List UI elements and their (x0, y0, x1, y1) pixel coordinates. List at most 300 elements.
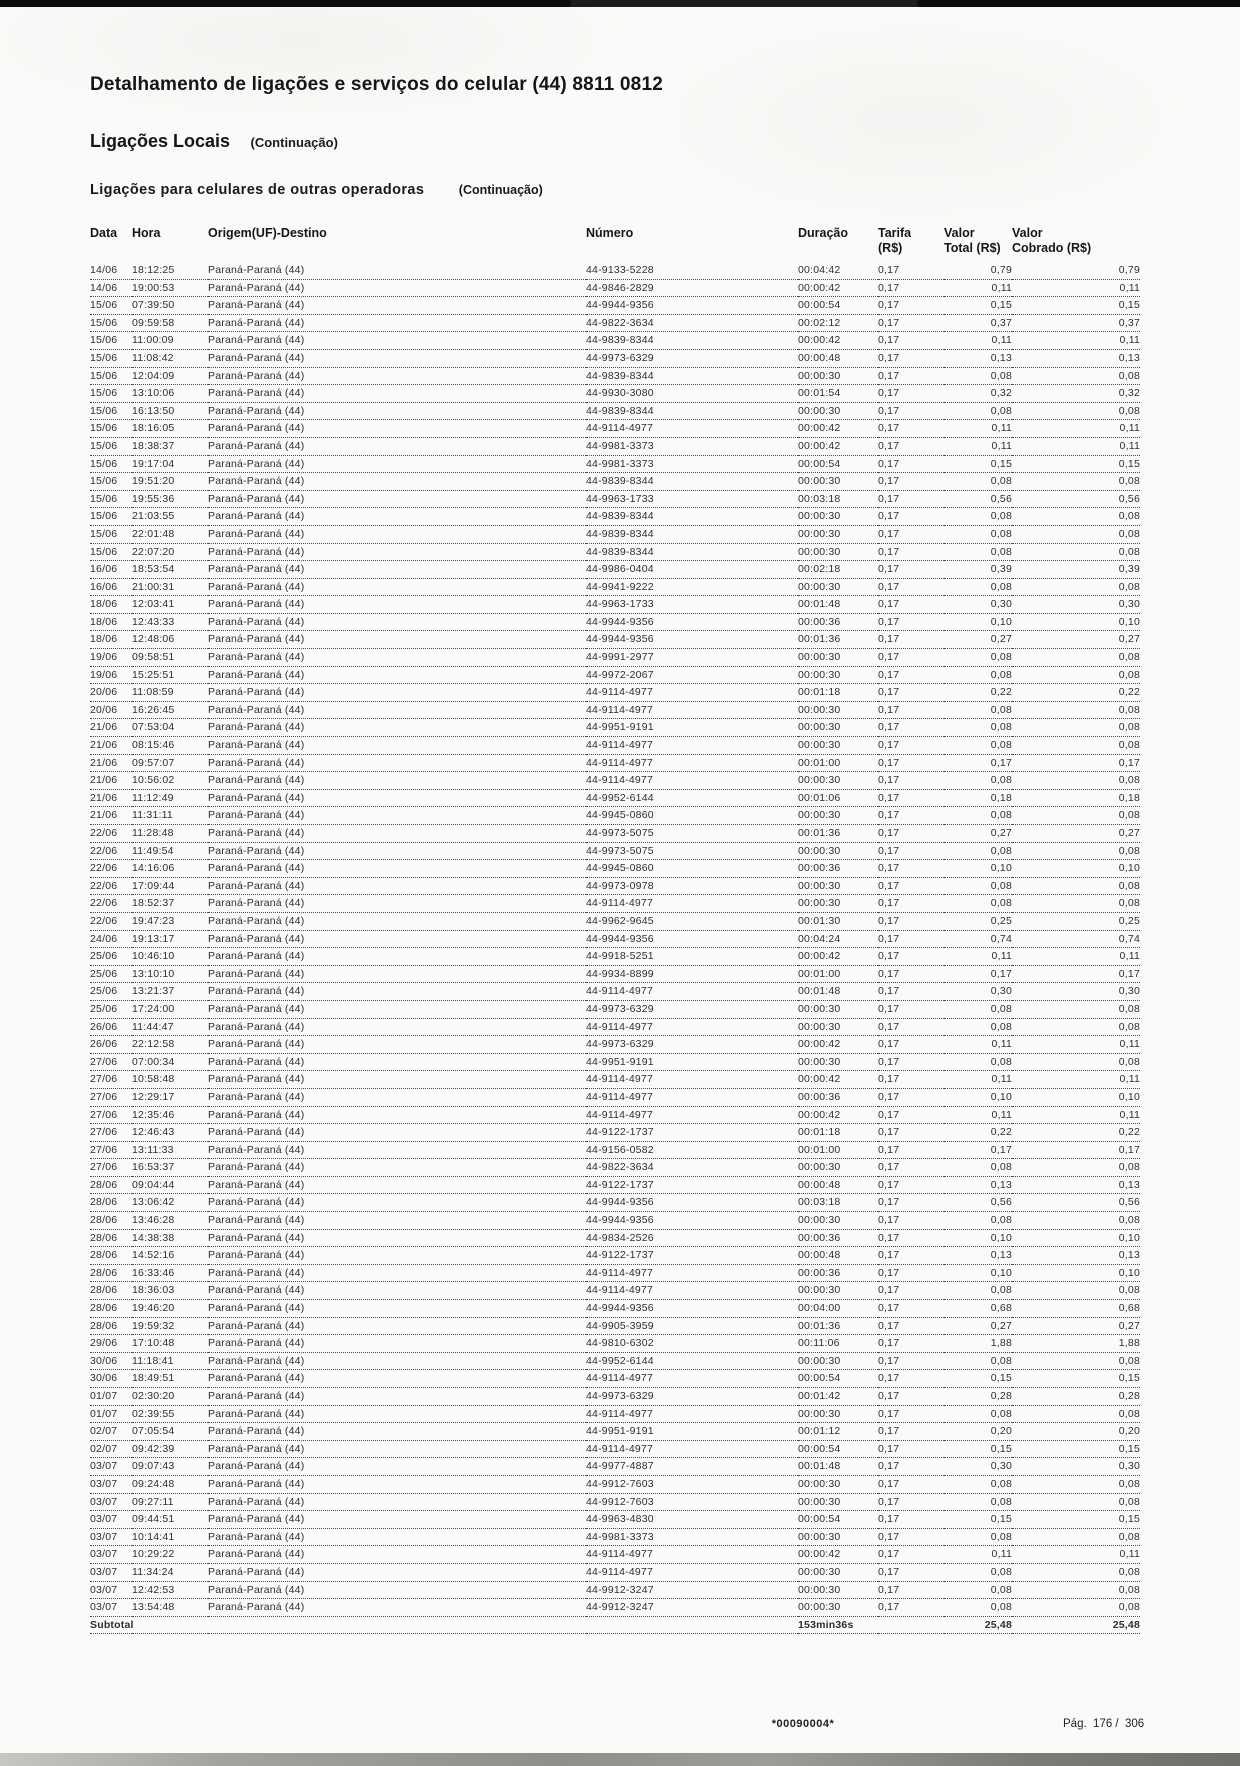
cell-valor-cobrado: 0,08 (1012, 1528, 1140, 1546)
page-indicator: Pág. 176 / 306 (1063, 1718, 1145, 1730)
cell-origem: Paraná-Paraná (44) (208, 367, 586, 385)
table-row (90, 772, 1140, 790)
cell-data: 25/06 (90, 965, 132, 983)
cell-hora: 11:08:42 (132, 349, 208, 367)
cell-numero: 44-9945-0860 (586, 860, 798, 878)
cell-numero: 44-9114-4977 (586, 1088, 798, 1106)
column-header-valor-cobrado: Valor Cobrado (R$) (1012, 226, 1092, 255)
cell-duracao: 00:00:36 (798, 1229, 878, 1247)
cell-numero: 44-9912-3247 (586, 1599, 798, 1617)
cell-hora: 18:53:54 (132, 561, 208, 579)
cell-data: 27/06 (90, 1124, 132, 1142)
cell-origem: Paraná-Paraná (44) (208, 1264, 586, 1282)
cell-valor-total: 0,32 (944, 385, 1012, 403)
cell-tarifa: 0,17 (878, 279, 944, 297)
cell-tarifa: 0,17 (878, 1475, 944, 1493)
cell-hora: 19:00:53 (132, 279, 208, 297)
table-row (90, 754, 1140, 772)
table-row (90, 1229, 1140, 1247)
table-row (90, 385, 1140, 403)
cell-valor-total: 0,08 (944, 402, 1012, 420)
table-row (90, 314, 1140, 332)
cell-duracao: 00:00:30 (798, 543, 878, 561)
cell-data: 20/06 (90, 684, 132, 702)
table-row (90, 1141, 1140, 1159)
cell-data: 03/07 (90, 1458, 132, 1476)
cell-numero: 44-9981-3373 (586, 1528, 798, 1546)
table-row (90, 1352, 1140, 1370)
cell-numero: 44-9973-5075 (586, 825, 798, 843)
cell-valor-total: 0,10 (944, 1264, 1012, 1282)
cell-valor-cobrado: 0,08 (1012, 1212, 1140, 1230)
cell-duracao: 00:00:30 (798, 1212, 878, 1230)
cell-hora: 09:57:07 (132, 754, 208, 772)
cell-valor-total: 0,08 (944, 1018, 1012, 1036)
cell-valor-total: 0,39 (944, 561, 1012, 579)
table-row (90, 649, 1140, 667)
cell-duracao: 00:00:42 (798, 1106, 878, 1124)
table-row (90, 1511, 1140, 1529)
cell-duracao: 00:00:48 (798, 349, 878, 367)
cell-valor-total: 0,08 (944, 772, 1012, 790)
cell-valor-cobrado: 0,11 (1012, 1546, 1140, 1564)
cell-hora: 17:09:44 (132, 877, 208, 895)
cell-numero: 44-9962-9645 (586, 912, 798, 930)
cell-data: 15/06 (90, 297, 132, 315)
cell-duracao: 00:00:30 (798, 525, 878, 543)
cell-valor-cobrado: 0,08 (1012, 701, 1140, 719)
cell-origem: Paraná-Paraná (44) (208, 1440, 586, 1458)
table-row (90, 1053, 1140, 1071)
cell-valor-total: 0,08 (944, 1352, 1012, 1370)
cell-duracao: 00:00:36 (798, 860, 878, 878)
cell-tarifa: 0,17 (878, 1088, 944, 1106)
cell-numero: 44-9973-6329 (586, 349, 798, 367)
cell-numero: 44-9912-3247 (586, 1581, 798, 1599)
cell-duracao: 00:01:00 (798, 965, 878, 983)
cell-valor-cobrado: 0,17 (1012, 965, 1140, 983)
cell-hora: 18:12:25 (132, 262, 208, 279)
subtotal-spacer (878, 1616, 944, 1634)
cell-hora: 12:42:53 (132, 1581, 208, 1599)
cell-tarifa: 0,17 (878, 842, 944, 860)
cell-origem: Paraná-Paraná (44) (208, 1194, 586, 1212)
cell-hora: 14:16:06 (132, 860, 208, 878)
cell-origem: Paraná-Paraná (44) (208, 314, 586, 332)
cell-valor-cobrado: 0,10 (1012, 1229, 1140, 1247)
cell-duracao: 00:00:30 (798, 1159, 878, 1177)
subtotal-valor-cobrado: 25,48 (1012, 1616, 1140, 1634)
cell-origem: Paraná-Paraná (44) (208, 385, 586, 403)
cell-hora: 15:25:51 (132, 666, 208, 684)
cell-data: 03/07 (90, 1546, 132, 1564)
cell-data: 28/06 (90, 1300, 132, 1318)
cell-tarifa: 0,17 (878, 596, 944, 614)
cell-valor-total: 0,10 (944, 1229, 1012, 1247)
call-detail-table (90, 226, 1140, 1634)
cell-origem: Paraná-Paraná (44) (208, 719, 586, 737)
cell-origem: Paraná-Paraná (44) (208, 1106, 586, 1124)
cell-tarifa: 0,17 (878, 649, 944, 667)
cell-hora: 09:59:58 (132, 314, 208, 332)
cell-origem: Paraná-Paraná (44) (208, 1388, 586, 1406)
cell-origem: Paraná-Paraná (44) (208, 1036, 586, 1054)
cell-origem: Paraná-Paraná (44) (208, 508, 586, 526)
cell-data: 28/06 (90, 1317, 132, 1335)
cell-valor-total: 0,10 (944, 613, 1012, 631)
table-row (90, 367, 1140, 385)
cell-numero: 44-9839-8344 (586, 508, 798, 526)
cell-tarifa: 0,17 (878, 1458, 944, 1476)
cell-origem: Paraná-Paraná (44) (208, 1493, 586, 1511)
cell-tarifa: 0,17 (878, 332, 944, 350)
cell-origem: Paraná-Paraná (44) (208, 1176, 586, 1194)
cell-numero: 44-9981-3373 (586, 437, 798, 455)
cell-valor-cobrado: 0,32 (1012, 385, 1140, 403)
cell-valor-total: 0,15 (944, 455, 1012, 473)
cell-valor-cobrado: 1,88 (1012, 1335, 1140, 1353)
cell-valor-cobrado: 0,08 (1012, 473, 1140, 491)
cell-valor-cobrado: 0,27 (1012, 631, 1140, 649)
cell-valor-cobrado: 0,15 (1012, 1370, 1140, 1388)
cell-valor-cobrado: 0,08 (1012, 543, 1140, 561)
cell-valor-total: 0,22 (944, 1124, 1012, 1142)
cell-duracao: 00:01:00 (798, 754, 878, 772)
cell-hora: 17:10:48 (132, 1335, 208, 1353)
cell-numero: 44-9944-9356 (586, 631, 798, 649)
cell-duracao: 00:00:30 (798, 842, 878, 860)
cell-valor-total: 0,08 (944, 649, 1012, 667)
cell-tarifa: 0,17 (878, 1528, 944, 1546)
cell-hora: 11:08:59 (132, 684, 208, 702)
cell-valor-total: 0,11 (944, 420, 1012, 438)
cell-hora: 13:46:28 (132, 1212, 208, 1230)
cell-duracao: 00:03:18 (798, 490, 878, 508)
cell-tarifa: 0,17 (878, 1229, 944, 1247)
cell-tarifa: 0,17 (878, 737, 944, 755)
cell-data: 24/06 (90, 930, 132, 948)
cell-hora: 18:16:05 (132, 420, 208, 438)
cell-valor-total: 0,56 (944, 490, 1012, 508)
cell-hora: 11:34:24 (132, 1563, 208, 1581)
cell-origem: Paraná-Paraná (44) (208, 1071, 586, 1089)
cell-origem: Paraná-Paraná (44) (208, 754, 586, 772)
cell-origem: Paraná-Paraná (44) (208, 1511, 586, 1529)
cell-duracao: 00:01:48 (798, 983, 878, 1001)
cell-hora: 19:13:17 (132, 930, 208, 948)
table-row (90, 1282, 1140, 1300)
cell-tarifa: 0,17 (878, 420, 944, 438)
table-row (90, 1317, 1140, 1335)
cell-tarifa: 0,17 (878, 895, 944, 913)
cell-valor-cobrado: 0,30 (1012, 983, 1140, 1001)
cell-tarifa: 0,17 (878, 1000, 944, 1018)
cell-numero: 44-9114-4977 (586, 684, 798, 702)
cell-hora: 07:05:54 (132, 1423, 208, 1441)
cell-data: 15/06 (90, 385, 132, 403)
cell-duracao: 00:04:00 (798, 1300, 878, 1318)
table-row (90, 1388, 1140, 1406)
cell-tarifa: 0,17 (878, 1352, 944, 1370)
cell-duracao: 00:00:42 (798, 948, 878, 966)
cell-hora: 22:07:20 (132, 543, 208, 561)
cell-numero: 44-9912-7603 (586, 1475, 798, 1493)
cell-valor-cobrado: 0,11 (1012, 948, 1140, 966)
table-row (90, 930, 1140, 948)
cell-numero: 44-9986-0404 (586, 561, 798, 579)
table-row (90, 860, 1140, 878)
cell-data: 28/06 (90, 1194, 132, 1212)
cell-valor-total: 0,13 (944, 349, 1012, 367)
cell-hora: 10:58:48 (132, 1071, 208, 1089)
table-row (90, 1018, 1140, 1036)
cell-data: 29/06 (90, 1335, 132, 1353)
cell-hora: 18:38:37 (132, 437, 208, 455)
cell-data: 25/06 (90, 983, 132, 1001)
cell-valor-cobrado: 0,08 (1012, 1159, 1140, 1177)
cell-origem: Paraná-Paraná (44) (208, 649, 586, 667)
cell-tarifa: 0,17 (878, 1300, 944, 1318)
cell-valor-cobrado: 0,11 (1012, 1036, 1140, 1054)
table-row (90, 1071, 1140, 1089)
cell-duracao: 00:00:36 (798, 1088, 878, 1106)
cell-numero: 44-9963-1733 (586, 490, 798, 508)
cell-duracao: 00:00:30 (798, 1352, 878, 1370)
cell-origem: Paraná-Paraná (44) (208, 789, 586, 807)
cell-tarifa: 0,17 (878, 1141, 944, 1159)
cell-duracao: 00:11:06 (798, 1335, 878, 1353)
cell-duracao: 00:01:48 (798, 596, 878, 614)
cell-valor-total: 0,13 (944, 1176, 1012, 1194)
cell-duracao: 00:01:36 (798, 631, 878, 649)
cell-valor-total: 0,08 (944, 666, 1012, 684)
cell-tarifa: 0,17 (878, 912, 944, 930)
cell-origem: Paraná-Paraná (44) (208, 490, 586, 508)
cell-numero: 44-9973-5075 (586, 842, 798, 860)
cell-tarifa: 0,17 (878, 1370, 944, 1388)
cell-origem: Paraná-Paraná (44) (208, 402, 586, 420)
table-row (90, 1000, 1140, 1018)
cell-tarifa: 0,17 (878, 1317, 944, 1335)
cell-data: 02/07 (90, 1440, 132, 1458)
cell-duracao: 00:00:30 (798, 402, 878, 420)
cell-data: 21/06 (90, 772, 132, 790)
cell-tarifa: 0,17 (878, 860, 944, 878)
cell-valor-cobrado: 0,79 (1012, 262, 1140, 279)
cell-duracao: 00:00:30 (798, 1528, 878, 1546)
cell-origem: Paraná-Paraná (44) (208, 737, 586, 755)
cell-hora: 09:42:39 (132, 1440, 208, 1458)
cell-data: 21/06 (90, 789, 132, 807)
cell-hora: 16:13:50 (132, 402, 208, 420)
cell-duracao: 00:00:42 (798, 1071, 878, 1089)
cell-tarifa: 0,17 (878, 965, 944, 983)
cell-hora: 10:56:02 (132, 772, 208, 790)
cell-origem: Paraná-Paraná (44) (208, 631, 586, 649)
cell-numero: 44-9114-4977 (586, 1018, 798, 1036)
cell-numero: 44-9905-3959 (586, 1317, 798, 1335)
cell-numero: 44-9839-8344 (586, 332, 798, 350)
cell-tarifa: 0,17 (878, 367, 944, 385)
cell-numero: 44-9114-4977 (586, 701, 798, 719)
column-header-tarifa: Tarifa (R$) (878, 226, 912, 255)
cell-data: 25/06 (90, 1000, 132, 1018)
cell-hora: 10:14:41 (132, 1528, 208, 1546)
cell-tarifa: 0,17 (878, 1036, 944, 1054)
cell-valor-cobrado: 0,08 (1012, 719, 1140, 737)
cell-duracao: 00:00:30 (798, 1563, 878, 1581)
column-header-data: Data (90, 226, 118, 240)
cell-tarifa: 0,17 (878, 772, 944, 790)
cell-duracao: 00:00:30 (798, 666, 878, 684)
table-row (90, 1440, 1140, 1458)
cell-numero: 44-9945-0860 (586, 807, 798, 825)
cell-data: 18/06 (90, 631, 132, 649)
cell-duracao: 00:00:30 (798, 1053, 878, 1071)
cell-numero: 44-9973-6329 (586, 1000, 798, 1018)
cell-numero: 44-9114-4977 (586, 983, 798, 1001)
cell-duracao: 00:00:30 (798, 719, 878, 737)
cell-numero: 44-9973-6329 (586, 1388, 798, 1406)
cell-valor-total: 0,79 (944, 262, 1012, 279)
cell-tarifa: 0,17 (878, 578, 944, 596)
cell-numero: 44-9981-3373 (586, 455, 798, 473)
table-row (90, 825, 1140, 843)
cell-data: 19/06 (90, 666, 132, 684)
cell-origem: Paraná-Paraná (44) (208, 684, 586, 702)
cell-valor-cobrado: 0,11 (1012, 437, 1140, 455)
cell-hora: 13:11:33 (132, 1141, 208, 1159)
cell-valor-total: 0,10 (944, 860, 1012, 878)
table-row (90, 578, 1140, 596)
table-row (90, 332, 1140, 350)
cell-tarifa: 0,17 (878, 473, 944, 491)
cell-hora: 11:44:47 (132, 1018, 208, 1036)
cell-valor-total: 0,08 (944, 508, 1012, 526)
table-row (90, 1581, 1140, 1599)
cell-numero: 44-9114-4977 (586, 420, 798, 438)
cell-origem: Paraná-Paraná (44) (208, 332, 586, 350)
cell-valor-cobrado: 0,13 (1012, 1176, 1140, 1194)
cell-valor-cobrado: 0,17 (1012, 1141, 1140, 1159)
cell-data: 27/06 (90, 1053, 132, 1071)
cell-data: 28/06 (90, 1176, 132, 1194)
cell-numero: 44-9114-4977 (586, 1071, 798, 1089)
subtotal-duration: 153min36s (798, 1616, 878, 1634)
cell-hora: 21:03:55 (132, 508, 208, 526)
cell-origem: Paraná-Paraná (44) (208, 262, 586, 279)
cell-origem: Paraná-Paraná (44) (208, 1599, 586, 1617)
page-title: Detalhamento de ligações e serviços do celular (44) 8811 0812 (90, 74, 663, 95)
cell-origem: Paraná-Paraná (44) (208, 1563, 586, 1581)
table-row (90, 737, 1140, 755)
table-row (90, 789, 1140, 807)
cell-data: 21/06 (90, 719, 132, 737)
table-row (90, 1458, 1140, 1476)
cell-valor-total: 0,18 (944, 789, 1012, 807)
cell-valor-total: 0,08 (944, 543, 1012, 561)
cell-data: 18/06 (90, 596, 132, 614)
cell-data: 02/07 (90, 1423, 132, 1441)
cell-valor-cobrado: 0,28 (1012, 1388, 1140, 1406)
cell-valor-total: 0,08 (944, 1212, 1012, 1230)
cell-hora: 11:31:11 (132, 807, 208, 825)
table-row (90, 490, 1140, 508)
cell-duracao: 00:01:30 (798, 912, 878, 930)
cell-valor-cobrado: 0,08 (1012, 1000, 1140, 1018)
cell-duracao: 00:00:36 (798, 1264, 878, 1282)
cell-valor-cobrado: 0,08 (1012, 1018, 1140, 1036)
cell-origem: Paraná-Paraná (44) (208, 1124, 586, 1142)
table-row (90, 1194, 1140, 1212)
cell-hora: 13:10:10 (132, 965, 208, 983)
cell-hora: 09:58:51 (132, 649, 208, 667)
cell-tarifa: 0,17 (878, 1264, 944, 1282)
cell-data: 21/06 (90, 754, 132, 772)
cell-valor-cobrado: 0,08 (1012, 525, 1140, 543)
cell-hora: 13:06:42 (132, 1194, 208, 1212)
cell-valor-cobrado: 0,11 (1012, 1071, 1140, 1089)
cell-numero: 44-9952-6144 (586, 789, 798, 807)
cell-duracao: 00:00:42 (798, 332, 878, 350)
cell-valor-cobrado: 0,08 (1012, 1493, 1140, 1511)
cell-tarifa: 0,17 (878, 807, 944, 825)
cell-hora: 12:03:41 (132, 596, 208, 614)
cell-origem: Paraná-Paraná (44) (208, 279, 586, 297)
cell-valor-total: 0,15 (944, 1440, 1012, 1458)
column-header-hora: Hora (132, 226, 161, 240)
cell-tarifa: 0,17 (878, 1440, 944, 1458)
cell-valor-total: 0,08 (944, 1475, 1012, 1493)
cell-data: 01/07 (90, 1388, 132, 1406)
cell-numero: 44-9951-9191 (586, 1423, 798, 1441)
cell-duracao: 00:01:06 (798, 789, 878, 807)
cell-valor-cobrado: 0,11 (1012, 332, 1140, 350)
cell-valor-cobrado: 0,10 (1012, 1088, 1140, 1106)
cell-data: 15/06 (90, 332, 132, 350)
scan-edge-artifact-top (0, 0, 1240, 7)
cell-data: 28/06 (90, 1264, 132, 1282)
scan-edge-artifact-bottom (0, 1753, 1240, 1766)
cell-data: 25/06 (90, 948, 132, 966)
cell-valor-total: 0,28 (944, 1388, 1012, 1406)
cell-numero: 44-9122-1737 (586, 1176, 798, 1194)
cell-data: 15/06 (90, 525, 132, 543)
cell-tarifa: 0,17 (878, 490, 944, 508)
cell-duracao: 00:00:30 (798, 508, 878, 526)
cell-origem: Paraná-Paraná (44) (208, 420, 586, 438)
cell-duracao: 00:00:42 (798, 437, 878, 455)
cell-numero: 44-9122-1737 (586, 1247, 798, 1265)
cell-numero: 44-9952-6144 (586, 1352, 798, 1370)
cell-data: 30/06 (90, 1352, 132, 1370)
cell-origem: Paraná-Paraná (44) (208, 1018, 586, 1036)
cell-numero: 44-9114-4977 (586, 1370, 798, 1388)
cell-valor-cobrado: 0,17 (1012, 754, 1140, 772)
table-row (90, 684, 1140, 702)
cell-hora: 18:49:51 (132, 1370, 208, 1388)
cell-valor-cobrado: 0,25 (1012, 912, 1140, 930)
column-header-valor-total: Valor Total (R$) (944, 226, 1001, 255)
cell-numero: 44-9810-6302 (586, 1335, 798, 1353)
cell-valor-total: 0,08 (944, 367, 1012, 385)
cell-duracao: 00:00:48 (798, 1247, 878, 1265)
cell-valor-total: 0,13 (944, 1247, 1012, 1265)
cell-hora: 09:07:43 (132, 1458, 208, 1476)
cell-valor-total: 0,15 (944, 297, 1012, 315)
cell-duracao: 00:00:30 (798, 649, 878, 667)
cell-valor-cobrado: 0,10 (1012, 1264, 1140, 1282)
